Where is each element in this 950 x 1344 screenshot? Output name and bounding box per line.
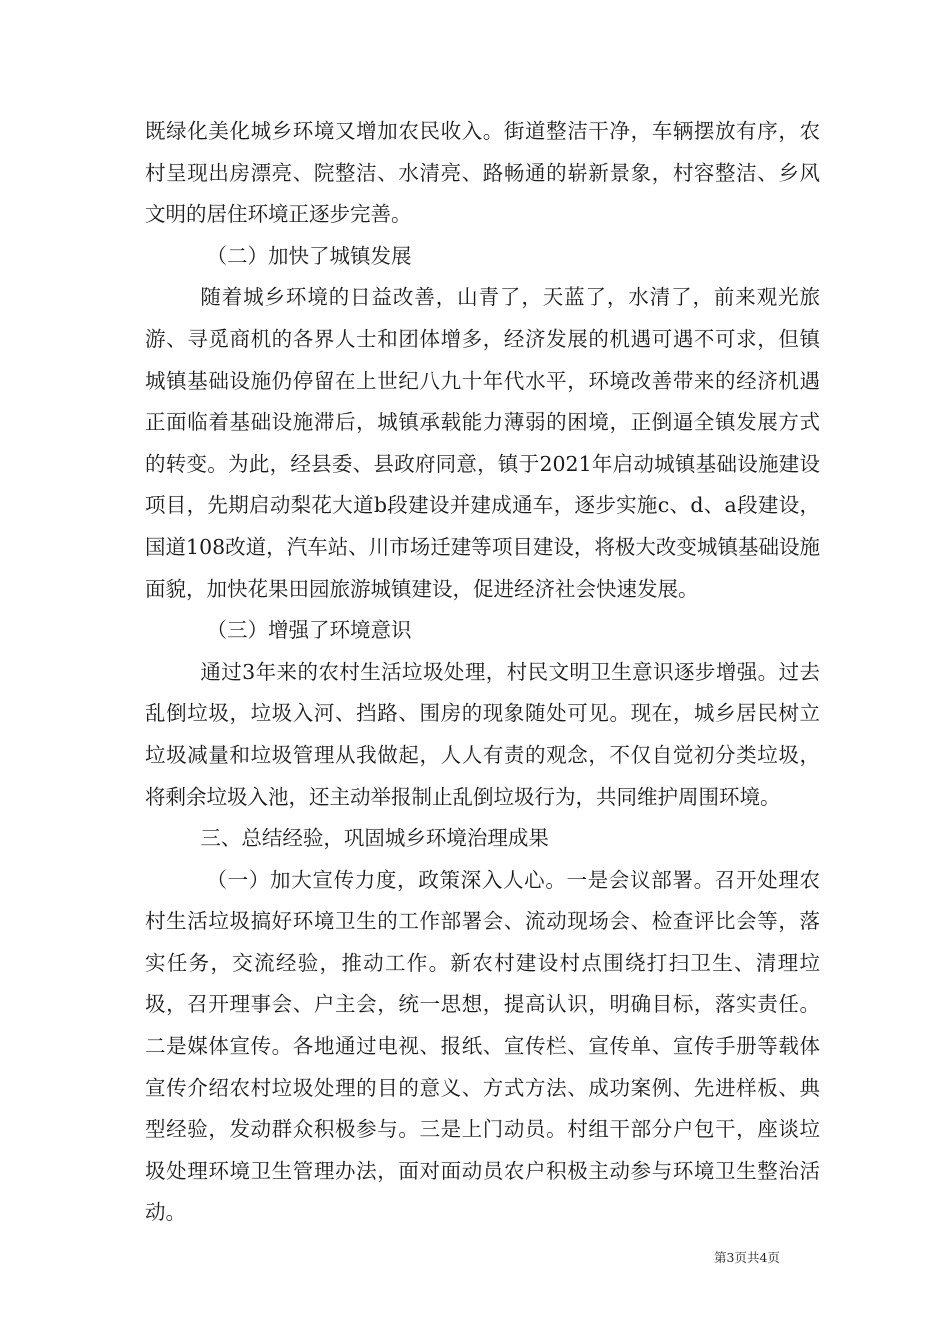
section-heading-summary: 三、总结经验，巩固城乡环境治理成果	[200, 826, 549, 851]
page-number-footer: 第3页共4页	[714, 1250, 780, 1265]
subheading-urban-development: （二）加快了城镇发展	[206, 243, 412, 268]
paragraph-urban-development: 随着城乡环境的日益改善，山青了，天蓝了，水清了，前来观光旅游、寻觅商机的各界人士和团体增多，经济发展的机遇可遇不可求，但镇城镇基础设施仍停留在上世纪八九十年代水平，环境改善带来的经济机遇正面临着基础设施滞后，城镇承载能力薄弱的困境，正倒逼全镇发展方式的转变。为此，经县委、县政府同意，镇于2021年启动城镇基础设施建设项目，先期启动梨花大道b段建设并建成通车，逐步实施c、d、a段建设，国道108改道，汽车站、川市场迁建等项目建设，将极大改变城镇基础设施面貌，加快花果田园旅游城镇建设，促进经济社会快速发展。	[145, 285, 820, 601]
subheading-environmental-awareness: （三）增强了环境意识	[206, 618, 412, 643]
paragraph-continuation: 既绿化美化城乡环境又增加农民收入。街道整洁干净，车辆摆放有序，农村呈现出房漂亮、院整洁、水清亮、路畅通的崭新景象，村容整洁、乡风文明的居住环境正逐步完善。	[145, 119, 820, 227]
paragraph-publicity: （一）加大宣传力度，政策深入人心。一是会议部署。召开处理农村生活垃圾搞好环境卫生的工作部署会、流动现场会、检查评比会等，落实任务，交流经验，推动工作。新农村建设村点围绕打扫卫生、清理垃圾，召开理事会、户主会，统一思想，提高认识，明确目标，落实责任。二是媒体宣传。各地通过电视、报纸、宣传栏、宣传单、宣传手册等载体宣传介绍农村垃圾处理的目的意义、方式方法、成功案例、先进样板、典型经验，发动群众积极参与。三是上门动员。村组干部分户包干，座谈垃圾处理环境卫生管理办法，面对面动员农户积极主动参与环境卫生整治活动。	[145, 867, 820, 1225]
document-body	[145, 111, 820, 1234]
paragraph-environmental-awareness: 通过3年来的农村生活垃圾处理，村民文明卫生意识逐步增强。过去乱倒垃圾，垃圾入河、挡路、围房的现象随处可见。现在，城乡居民树立垃圾减量和垃圾管理从我做起，人人有责的观念，不仅自觉初分类垃圾，将剩余垃圾入池，还主动举报制止乱倒垃圾行为，共同维护周围环境。	[145, 659, 820, 809]
